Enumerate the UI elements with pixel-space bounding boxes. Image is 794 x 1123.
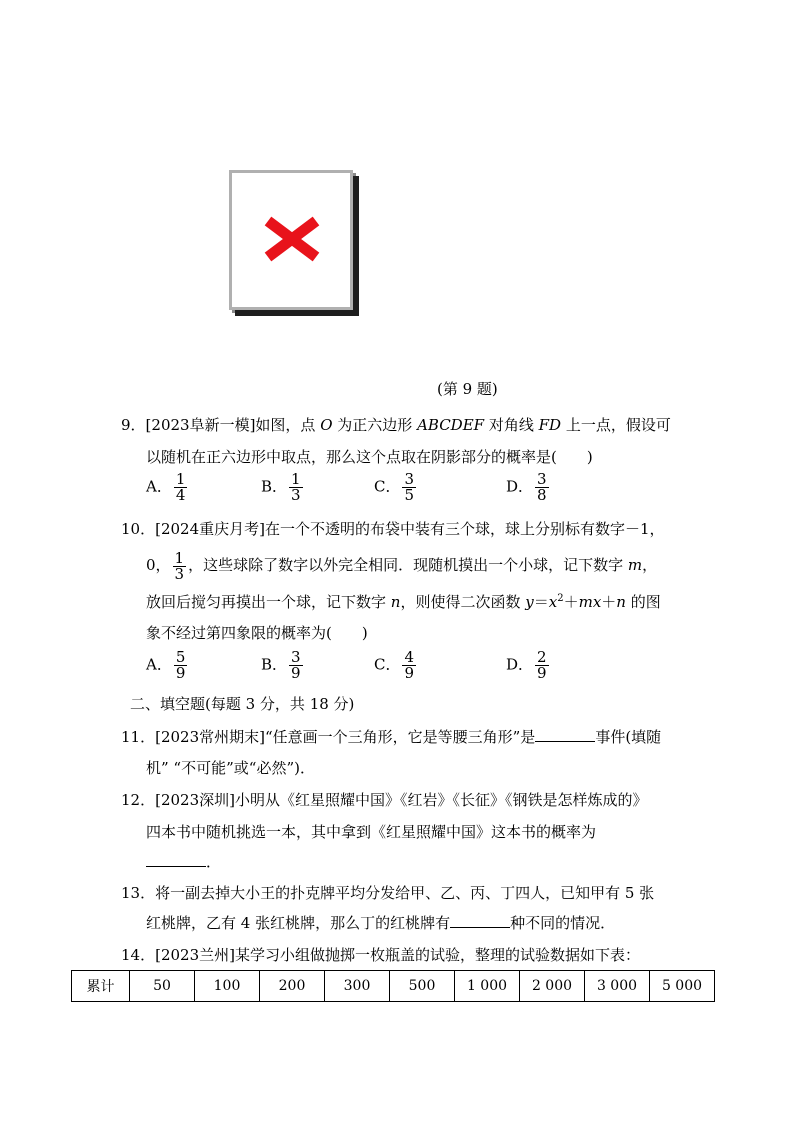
q10-line4: 象不经过第四象限的概率为( ) <box>146 624 368 642</box>
table-row <box>72 971 715 1002</box>
figure-caption: (第 9 题) <box>437 380 498 398</box>
q14-line1: 14．[2023兰州]某学习小组做抛掷一枚瓶盖的试验，整理的试验数据如下表： <box>121 946 640 964</box>
q11-line1: 11．[2023常州期末]“任意画一个三角形，它是等腰三角形”是 事件(填随 <box>121 728 662 746</box>
q12-line2: 四本书中随机挑选一本，其中拿到《红星照耀中国》这本书的概率为 <box>146 823 597 841</box>
q12-line1: 12．[2023深圳]小明从《红星照耀中国》《红岩》《长征》《钢铁是怎样炼成的》 <box>121 791 648 809</box>
q10-line2: 0， $\frac{1}{3}$ ，这些球除了数字以外完全相同．现随机摸出一个小球，记下数字 m， <box>146 548 658 583</box>
table-cell: 50 <box>130 971 195 1002</box>
table-cell: 300 <box>325 971 390 1002</box>
q10-option-b: B． $\frac{3}{9}$ <box>261 648 301 682</box>
q13-line1: 13．将一副去掉大小王的扑克牌平均分发给甲、乙、丙、丁四人，已知甲有 5 张 <box>121 884 655 902</box>
table-cell: 1 000 <box>455 971 520 1002</box>
q10-option-d: D． $\frac{2}{9}$ <box>506 648 547 682</box>
table-cell: 5 000 <box>650 971 715 1002</box>
q11-line2: 机” “不可能”或“必然”)． <box>146 759 315 777</box>
table-cell: 200 <box>260 971 325 1002</box>
q9-option-a: A． $\frac{1}{4}$ <box>146 470 186 504</box>
table-cell: 500 <box>390 971 455 1002</box>
q12-line3: ． <box>146 852 221 872</box>
section-title: 二、填空题(每题 3 分，共 18 分) <box>130 695 355 713</box>
table-cell: 3 000 <box>585 971 650 1002</box>
q9-line1: 9．[2023阜新一模]如图，点 O 为正六边形 ABCDEF 对角线 FD 上一点，假设可 <box>121 416 671 434</box>
q10-option-a: A． $\frac{5}{9}$ <box>146 648 186 682</box>
broken-image-icon <box>262 215 322 263</box>
table-cell: 100 <box>195 971 260 1002</box>
answer-blank <box>450 913 510 928</box>
q10-line3: 放回后搅匀再摸出一个球，记下数字 n，则使得二次函数 $y=x^2+mx+n$ 的图 <box>146 593 661 611</box>
answer-blank <box>535 727 595 742</box>
q9-option-d: D． $\frac{3}{8}$ <box>506 470 547 504</box>
q9-option-c: C． $\frac{3}{5}$ <box>374 470 415 504</box>
table-header-cell: 累计 <box>72 971 130 1002</box>
q13-line2: 红桃牌，乙有 4 张红桃牌，那么丁的红桃牌有 种不同的情况． <box>146 914 616 932</box>
q10-option-c: C． $\frac{4}{9}$ <box>374 648 415 682</box>
table-cell: 2 000 <box>520 971 585 1002</box>
answer-blank <box>146 852 206 867</box>
trial-data-table <box>71 970 715 1002</box>
broken-image-placeholder <box>229 170 353 310</box>
q9-option-b: B． $\frac{1}{3}$ <box>261 470 301 504</box>
q9-line2: 以随机在正六边形中取点，那么这个点取在阴影部分的概率是( ) <box>146 448 593 466</box>
q10-line1: 10．[2024重庆月考]在一个不透明的布袋中装有三个球，球上分别标有数字－1， <box>121 520 665 538</box>
